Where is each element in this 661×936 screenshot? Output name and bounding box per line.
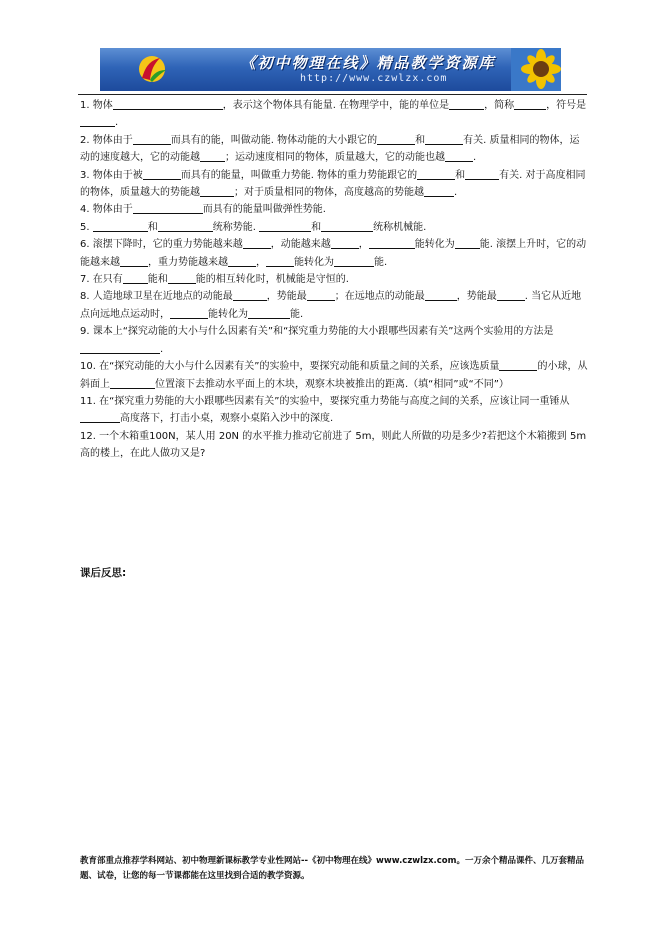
answer-blank bbox=[110, 377, 155, 389]
question-text: 12. 一个木箱重100N，某人用 20N 的水平推力推动它前进了 5m，则此人所做的功是多少?若把这个木箱搬到 5m 高的楼上，在此人做功又是? bbox=[80, 430, 587, 460]
answer-blank bbox=[425, 133, 463, 145]
answer-blank bbox=[143, 168, 181, 180]
site-title: 《初中物理在线》精品教学资源库 bbox=[240, 54, 496, 72]
question-text: 而具有的能量叫做弹性势能. bbox=[202, 204, 326, 216]
answer-blank bbox=[228, 255, 256, 267]
question-text: 能. bbox=[374, 256, 388, 268]
question-item bbox=[80, 219, 588, 236]
answer-blank bbox=[113, 98, 223, 110]
answer-blank bbox=[465, 168, 499, 180]
question-text: 和 bbox=[147, 221, 158, 233]
answer-blank bbox=[369, 237, 415, 249]
answer-blank bbox=[133, 133, 171, 145]
answer-blank bbox=[331, 237, 359, 249]
question-text: ， bbox=[256, 256, 266, 268]
question-text: 和 bbox=[415, 134, 426, 146]
answer-blank bbox=[307, 289, 335, 301]
answer-blank bbox=[334, 255, 374, 267]
answer-blank bbox=[133, 202, 203, 214]
question-text: ；运动速度相同的物体，质量越大，它的动能也越 bbox=[225, 152, 445, 164]
answer-blank bbox=[266, 255, 294, 267]
answer-blank bbox=[425, 289, 457, 301]
question-item bbox=[80, 132, 588, 167]
question-text: . bbox=[160, 343, 164, 355]
question-text: 2. 物体由于 bbox=[80, 134, 133, 146]
question-text: 统称势能. bbox=[212, 221, 260, 233]
answer-blank bbox=[123, 272, 148, 284]
question-text: ，势能最 bbox=[456, 291, 497, 303]
answer-blank bbox=[248, 307, 290, 319]
question-text: 的小球，从斜面上 bbox=[80, 361, 588, 390]
question-item bbox=[80, 393, 588, 428]
question-text: 和 bbox=[455, 169, 466, 181]
question-text: 9. 课本上“探究动能的大小与什么因素有关”和“探究重力势能的大小跟哪些因素有关”这两个实验用的方法是 bbox=[80, 326, 554, 338]
answer-blank bbox=[158, 220, 213, 232]
question-list bbox=[80, 97, 588, 463]
question-item bbox=[80, 271, 588, 288]
question-text: ，符号是 bbox=[546, 100, 587, 111]
answer-blank bbox=[168, 272, 196, 284]
question-text: 3. 物体由于被 bbox=[80, 169, 143, 181]
question-text: 位置滚下去推动水平面上的木块，观察木块被推出的距离.（填“相同”或“不同”） bbox=[155, 378, 509, 390]
question-text: ；对于质量相同的物体，高度越高的势能越 bbox=[234, 187, 424, 199]
sunflower-icon bbox=[511, 48, 561, 91]
question-text: ，表示这个物体具有能量. 在物理学中，能的单位是 bbox=[222, 100, 450, 111]
answer-blank bbox=[417, 168, 455, 180]
answer-blank bbox=[93, 220, 148, 232]
question-text: ；在远地点的动能最 bbox=[334, 291, 425, 303]
question-item bbox=[80, 167, 588, 202]
answer-blank bbox=[259, 220, 311, 232]
question-text: ，简称 bbox=[484, 100, 515, 111]
question-text: 8. 人造地球卫星在近地点的动能最 bbox=[80, 291, 233, 303]
question-text: 10. 在“探究动能的大小与什么因素有关”的实验中，要探究动能和质量之间的关系，应该选质量 bbox=[80, 361, 500, 373]
answer-blank bbox=[377, 133, 415, 145]
question-item bbox=[80, 358, 588, 393]
question-text: 和 bbox=[311, 221, 322, 233]
answer-blank bbox=[499, 359, 537, 371]
answer-blank bbox=[321, 220, 373, 232]
question-text: 有关. 对于高度相同的物体，质量越大的势能越 bbox=[80, 169, 586, 199]
answer-blank bbox=[233, 289, 267, 301]
question-item bbox=[80, 428, 588, 463]
question-text: 有关. 质量相同的物体，运动的速度越大，它的动能越 bbox=[80, 134, 580, 164]
answer-blank bbox=[80, 342, 160, 354]
question-text: . bbox=[473, 152, 477, 164]
question-text: 能. bbox=[290, 308, 304, 320]
header-banner bbox=[100, 48, 561, 91]
question-text: 11. 在“探究重力势能的大小跟哪些因素有关”的实验中，要探究重力势能与高度之间的关系，应该让同一重锤从 bbox=[80, 395, 570, 407]
header-rule bbox=[78, 94, 587, 95]
question-item bbox=[80, 323, 588, 358]
question-item bbox=[80, 236, 588, 271]
question-text: . 当它从近地点向远地点运动时， bbox=[80, 291, 582, 320]
question-text: 5. bbox=[80, 221, 93, 233]
question-text: 能转化为 bbox=[414, 239, 455, 251]
question-text: 7. 在只有 bbox=[80, 274, 123, 286]
answer-blank bbox=[170, 307, 208, 319]
question-item bbox=[80, 288, 588, 323]
question-text: 而具有的能量，叫做重力势能. 物体的重力势能跟它的 bbox=[180, 169, 418, 181]
question-text: ，重力势能越来越 bbox=[148, 256, 228, 268]
answer-blank bbox=[445, 150, 473, 162]
question-text: 统称机械能. bbox=[373, 221, 427, 233]
question-text: 而具有的能，叫做动能. 物体动能的大小跟它的 bbox=[170, 134, 378, 146]
site-url: http://www.czwlzx.com bbox=[300, 73, 448, 84]
question-text: ，势能最 bbox=[266, 291, 307, 303]
question-text: ，动能越来越 bbox=[270, 239, 331, 251]
answer-blank bbox=[200, 185, 234, 197]
question-text: ， bbox=[358, 239, 369, 251]
question-item bbox=[80, 201, 588, 218]
question-text: 6. 滚摆下降时，它的重力势能越来越 bbox=[80, 239, 243, 251]
question-text: 高度落下，打击小桌，观察小桌陷入沙中的深度. bbox=[120, 413, 334, 425]
answer-blank bbox=[449, 98, 484, 110]
question-text: 能和 bbox=[147, 274, 168, 286]
answer-blank bbox=[455, 237, 480, 249]
question-text: 能的相互转化时，机械能是守恒的. bbox=[195, 274, 349, 286]
answer-blank bbox=[424, 185, 454, 197]
answer-blank bbox=[243, 237, 271, 249]
answer-blank bbox=[497, 289, 525, 301]
reflection-label: 课后反思: bbox=[80, 567, 127, 579]
question-text: 能. 滚摆上升时，它的动能越来越 bbox=[80, 239, 587, 268]
answer-blank bbox=[80, 411, 120, 423]
site-logo-icon bbox=[136, 54, 168, 84]
answer-blank bbox=[80, 115, 115, 127]
question-text: 能转化为 bbox=[294, 256, 334, 268]
answer-blank bbox=[514, 98, 546, 110]
question-text: 能转化为 bbox=[208, 308, 248, 320]
footer-text: 教育部重点推荐学科网站、初中物理新课标教学专业性网站--《初中物理在线》www.czwlzx.com。一万余个精品课件、几万套精品题、试卷，让您的每一节课都能在这里找到合适的教学资源。 bbox=[80, 856, 584, 881]
answer-blank bbox=[200, 150, 225, 162]
question-text: . bbox=[454, 187, 458, 199]
question-item bbox=[80, 97, 588, 132]
answer-blank bbox=[120, 255, 148, 267]
question-text: . bbox=[115, 117, 119, 129]
question-text: 4. 物体由于 bbox=[80, 204, 133, 216]
question-text: 1. 物体 bbox=[80, 100, 113, 111]
